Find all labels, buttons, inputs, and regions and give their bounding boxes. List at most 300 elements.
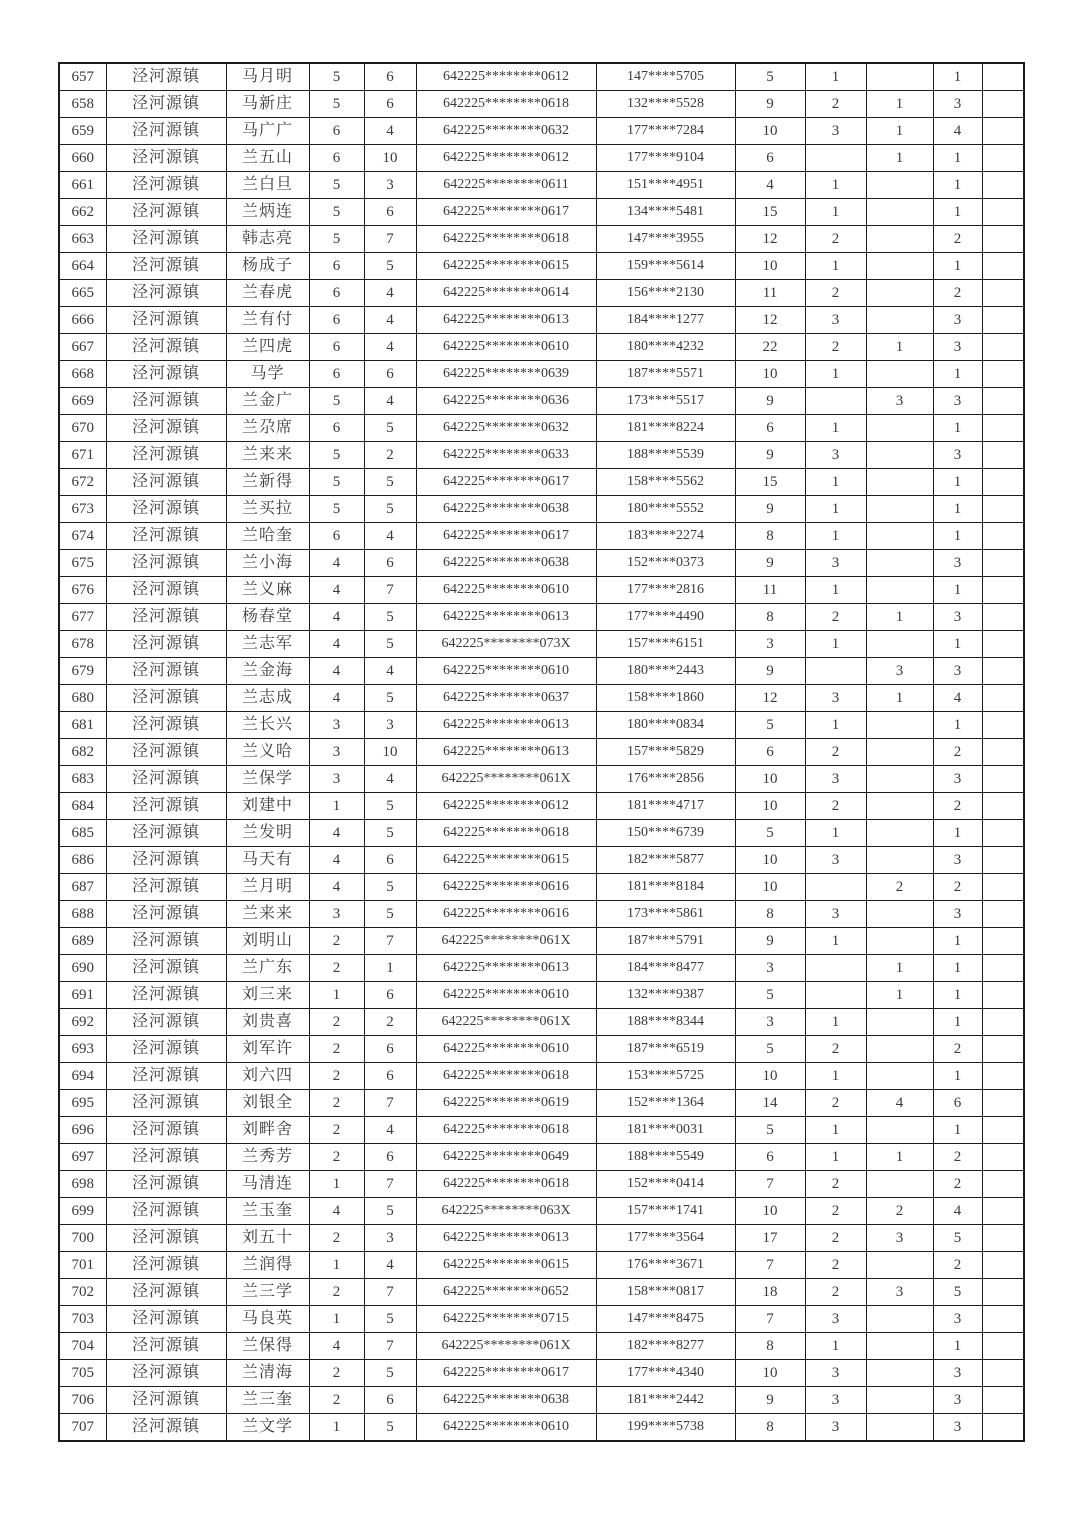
cell-count-total: 3 (933, 901, 982, 928)
cell-count-total: 3 (933, 766, 982, 793)
cell-count-1: 3 (735, 631, 805, 658)
table-row (59, 631, 1024, 658)
cell-num-a: 4 (309, 685, 364, 712)
cell-num-a: 5 (309, 442, 364, 469)
cell-count-3: 1 (866, 955, 933, 982)
cell-name: 刘建中 (226, 793, 309, 820)
cell-town: 泾河源镇 (106, 361, 226, 388)
table-row (59, 388, 1024, 415)
cell-count-3 (866, 1333, 933, 1360)
cell-phone-masked: 157****5829 (596, 739, 735, 766)
cell-count-3: 1 (866, 1144, 933, 1171)
cell-count-2: 2 (805, 1198, 866, 1225)
cell-num-a: 3 (309, 712, 364, 739)
cell-num-b: 5 (364, 1306, 416, 1333)
cell-phone-masked: 176****3671 (596, 1252, 735, 1279)
cell-name: 兰买拉 (226, 496, 309, 523)
cell-blank (982, 1360, 1024, 1387)
cell-count-3 (866, 523, 933, 550)
cell-count-total: 2 (933, 226, 982, 253)
cell-blank (982, 1117, 1024, 1144)
cell-id-masked: 642225********0610 (416, 658, 596, 685)
cell-count-3: 2 (866, 874, 933, 901)
cell-num-a: 6 (309, 415, 364, 442)
cell-count-2: 2 (805, 334, 866, 361)
cell-name: 兰来来 (226, 442, 309, 469)
cell-count-3 (866, 550, 933, 577)
cell-index: 676 (59, 577, 106, 604)
cell-id-masked: 642225********0619 (416, 1090, 596, 1117)
cell-phone-masked: 156****2130 (596, 280, 735, 307)
cell-count-3: 3 (866, 1225, 933, 1252)
cell-index: 680 (59, 685, 106, 712)
cell-num-b: 5 (364, 874, 416, 901)
cell-count-total: 1 (933, 496, 982, 523)
cell-count-3 (866, 1414, 933, 1442)
cell-num-b: 4 (364, 1252, 416, 1279)
cell-count-1: 9 (735, 658, 805, 685)
cell-phone-masked: 188****5539 (596, 442, 735, 469)
cell-count-1: 9 (735, 388, 805, 415)
cell-town: 泾河源镇 (106, 820, 226, 847)
cell-count-3: 3 (866, 658, 933, 685)
cell-count-2: 1 (805, 172, 866, 199)
cell-count-total: 1 (933, 1117, 982, 1144)
cell-count-1: 5 (735, 820, 805, 847)
cell-count-total: 3 (933, 1360, 982, 1387)
table-row (59, 199, 1024, 226)
cell-phone-masked: 176****2856 (596, 766, 735, 793)
cell-count-total: 1 (933, 253, 982, 280)
cell-count-total: 3 (933, 307, 982, 334)
table-row (59, 1144, 1024, 1171)
cell-count-2: 3 (805, 307, 866, 334)
cell-index: 692 (59, 1009, 106, 1036)
cell-town: 泾河源镇 (106, 63, 226, 91)
cell-town: 泾河源镇 (106, 685, 226, 712)
cell-id-masked: 642225********0610 (416, 334, 596, 361)
cell-name: 兰志成 (226, 685, 309, 712)
cell-id-masked: 642225********0618 (416, 1171, 596, 1198)
cell-town: 泾河源镇 (106, 91, 226, 118)
cell-id-masked: 642225********0610 (416, 1414, 596, 1442)
cell-num-b: 6 (364, 550, 416, 577)
cell-count-total: 2 (933, 1036, 982, 1063)
cell-name: 兰四虎 (226, 334, 309, 361)
cell-name: 兰志军 (226, 631, 309, 658)
cell-id-masked: 642225********0612 (416, 145, 596, 172)
cell-count-3 (866, 496, 933, 523)
cell-blank (982, 1090, 1024, 1117)
cell-count-3 (866, 928, 933, 955)
table-row (59, 63, 1024, 91)
cell-name: 马新庄 (226, 91, 309, 118)
cell-count-2: 1 (805, 496, 866, 523)
cell-num-b: 1 (364, 955, 416, 982)
cell-count-1: 6 (735, 145, 805, 172)
cell-name: 兰月明 (226, 874, 309, 901)
cell-count-1: 8 (735, 1414, 805, 1442)
table-row (59, 1117, 1024, 1144)
table-row (59, 1225, 1024, 1252)
cell-count-total: 3 (933, 658, 982, 685)
cell-town: 泾河源镇 (106, 1333, 226, 1360)
cell-town: 泾河源镇 (106, 226, 226, 253)
cell-count-1: 18 (735, 1279, 805, 1306)
cell-count-total: 1 (933, 712, 982, 739)
cell-name: 杨春堂 (226, 604, 309, 631)
cell-blank (982, 1144, 1024, 1171)
cell-count-3: 2 (866, 1198, 933, 1225)
cell-num-b: 5 (364, 496, 416, 523)
cell-town: 泾河源镇 (106, 928, 226, 955)
cell-blank (982, 442, 1024, 469)
cell-town: 泾河源镇 (106, 415, 226, 442)
cell-num-a: 5 (309, 172, 364, 199)
cell-town: 泾河源镇 (106, 469, 226, 496)
cell-index: 660 (59, 145, 106, 172)
cell-town: 泾河源镇 (106, 793, 226, 820)
table-row (59, 982, 1024, 1009)
cell-count-2: 3 (805, 1387, 866, 1414)
cell-id-masked: 642225********0632 (416, 118, 596, 145)
cell-count-total: 4 (933, 1198, 982, 1225)
cell-index: 688 (59, 901, 106, 928)
cell-blank (982, 496, 1024, 523)
cell-count-total: 1 (933, 631, 982, 658)
cell-blank (982, 793, 1024, 820)
cell-index: 705 (59, 1360, 106, 1387)
cell-blank (982, 361, 1024, 388)
cell-name: 兰广东 (226, 955, 309, 982)
cell-name: 兰炳连 (226, 199, 309, 226)
cell-count-3 (866, 712, 933, 739)
cell-blank (982, 820, 1024, 847)
cell-phone-masked: 187****6519 (596, 1036, 735, 1063)
cell-blank (982, 874, 1024, 901)
cell-count-2: 1 (805, 631, 866, 658)
cell-town: 泾河源镇 (106, 1306, 226, 1333)
table-row (59, 847, 1024, 874)
cell-count-3 (866, 63, 933, 91)
cell-id-masked: 642225********061X (416, 766, 596, 793)
cell-index: 664 (59, 253, 106, 280)
cell-name: 兰新得 (226, 469, 309, 496)
cell-phone-masked: 180****4232 (596, 334, 735, 361)
cell-blank (982, 658, 1024, 685)
cell-index: 661 (59, 172, 106, 199)
cell-count-total: 3 (933, 334, 982, 361)
cell-num-a: 6 (309, 253, 364, 280)
table-row (59, 874, 1024, 901)
cell-index: 684 (59, 793, 106, 820)
cell-num-b: 6 (364, 63, 416, 91)
cell-count-2: 3 (805, 1306, 866, 1333)
cell-name: 兰小海 (226, 550, 309, 577)
cell-blank (982, 280, 1024, 307)
cell-phone-masked: 188****8344 (596, 1009, 735, 1036)
cell-town: 泾河源镇 (106, 1144, 226, 1171)
cell-count-3: 1 (866, 118, 933, 145)
cell-count-3 (866, 226, 933, 253)
cell-phone-masked: 158****1860 (596, 685, 735, 712)
cell-num-a: 6 (309, 361, 364, 388)
cell-num-a: 2 (309, 1090, 364, 1117)
cell-num-b: 4 (364, 388, 416, 415)
cell-id-masked: 642225********0611 (416, 172, 596, 199)
cell-name: 刘三来 (226, 982, 309, 1009)
cell-num-b: 5 (364, 1198, 416, 1225)
table-row (59, 1063, 1024, 1090)
cell-phone-masked: 152****0373 (596, 550, 735, 577)
cell-phone-masked: 181****4717 (596, 793, 735, 820)
cell-phone-masked: 180****5552 (596, 496, 735, 523)
cell-num-a: 2 (309, 1279, 364, 1306)
table-row (59, 766, 1024, 793)
cell-town: 泾河源镇 (106, 550, 226, 577)
cell-index: 683 (59, 766, 106, 793)
cell-count-3 (866, 1360, 933, 1387)
cell-count-total: 1 (933, 955, 982, 982)
cell-id-masked: 642225********0612 (416, 793, 596, 820)
cell-count-2: 2 (805, 1090, 866, 1117)
cell-phone-masked: 181****2442 (596, 1387, 735, 1414)
cell-count-total: 1 (933, 982, 982, 1009)
cell-count-3 (866, 766, 933, 793)
table-row (59, 1090, 1024, 1117)
cell-blank (982, 199, 1024, 226)
cell-count-3: 1 (866, 685, 933, 712)
cell-phone-masked: 180****0834 (596, 712, 735, 739)
cell-town: 泾河源镇 (106, 1387, 226, 1414)
cell-num-a: 5 (309, 63, 364, 91)
table-row (59, 307, 1024, 334)
cell-count-1: 9 (735, 442, 805, 469)
cell-town: 泾河源镇 (106, 874, 226, 901)
cell-blank (982, 631, 1024, 658)
cell-blank (982, 145, 1024, 172)
cell-phone-masked: 184****8477 (596, 955, 735, 982)
cell-blank (982, 307, 1024, 334)
cell-index: 693 (59, 1036, 106, 1063)
cell-num-b: 4 (364, 523, 416, 550)
table-row (59, 280, 1024, 307)
cell-town: 泾河源镇 (106, 739, 226, 766)
cell-blank (982, 91, 1024, 118)
cell-blank (982, 1306, 1024, 1333)
cell-id-masked: 642225********0649 (416, 1144, 596, 1171)
cell-index: 665 (59, 280, 106, 307)
cell-num-a: 4 (309, 604, 364, 631)
cell-count-1: 4 (735, 172, 805, 199)
cell-town: 泾河源镇 (106, 199, 226, 226)
cell-name: 兰玉奎 (226, 1198, 309, 1225)
table-row (59, 658, 1024, 685)
cell-name: 马学 (226, 361, 309, 388)
cell-count-total: 1 (933, 1009, 982, 1036)
resident-records-table (58, 62, 1025, 1442)
cell-phone-masked: 181****8224 (596, 415, 735, 442)
cell-num-a: 2 (309, 1009, 364, 1036)
cell-count-3 (866, 469, 933, 496)
cell-town: 泾河源镇 (106, 307, 226, 334)
cell-id-masked: 642225********0616 (416, 901, 596, 928)
cell-count-1: 9 (735, 928, 805, 955)
cell-count-total: 1 (933, 1333, 982, 1360)
cell-num-b: 6 (364, 1144, 416, 1171)
cell-id-masked: 642225********061X (416, 928, 596, 955)
cell-town: 泾河源镇 (106, 1225, 226, 1252)
cell-count-3 (866, 415, 933, 442)
cell-id-masked: 642225********0618 (416, 1117, 596, 1144)
cell-name: 兰白旦 (226, 172, 309, 199)
cell-count-total: 3 (933, 847, 982, 874)
cell-num-a: 6 (309, 280, 364, 307)
cell-town: 泾河源镇 (106, 712, 226, 739)
cell-num-a: 4 (309, 577, 364, 604)
cell-count-total: 1 (933, 199, 982, 226)
cell-blank (982, 1333, 1024, 1360)
cell-count-total: 6 (933, 1090, 982, 1117)
table-row (59, 820, 1024, 847)
cell-count-3 (866, 1171, 933, 1198)
cell-num-b: 3 (364, 172, 416, 199)
cell-count-2: 1 (805, 361, 866, 388)
cell-phone-masked: 158****5562 (596, 469, 735, 496)
cell-count-1: 8 (735, 604, 805, 631)
cell-count-1: 6 (735, 739, 805, 766)
table-row (59, 685, 1024, 712)
cell-count-3 (866, 820, 933, 847)
cell-phone-masked: 177****2816 (596, 577, 735, 604)
cell-num-a: 3 (309, 901, 364, 928)
cell-phone-masked: 187****5571 (596, 361, 735, 388)
cell-count-3: 1 (866, 604, 933, 631)
cell-name: 兰尕席 (226, 415, 309, 442)
cell-count-2: 3 (805, 1360, 866, 1387)
cell-count-total: 2 (933, 874, 982, 901)
cell-town: 泾河源镇 (106, 334, 226, 361)
cell-phone-masked: 153****5725 (596, 1063, 735, 1090)
table-row (59, 361, 1024, 388)
cell-count-1: 8 (735, 1333, 805, 1360)
cell-count-1: 5 (735, 712, 805, 739)
cell-id-masked: 642225********0652 (416, 1279, 596, 1306)
cell-num-a: 6 (309, 145, 364, 172)
cell-name: 兰三奎 (226, 1387, 309, 1414)
cell-name: 兰金海 (226, 658, 309, 685)
cell-id-masked: 642225********0617 (416, 469, 596, 496)
cell-id-masked: 642225********0613 (416, 712, 596, 739)
cell-town: 泾河源镇 (106, 1414, 226, 1442)
cell-count-1: 5 (735, 63, 805, 91)
cell-num-a: 1 (309, 1306, 364, 1333)
cell-phone-masked: 181****0031 (596, 1117, 735, 1144)
cell-count-total: 1 (933, 63, 982, 91)
table-row (59, 550, 1024, 577)
cell-town: 泾河源镇 (106, 145, 226, 172)
cell-index: 707 (59, 1414, 106, 1442)
cell-count-total: 1 (933, 145, 982, 172)
table-row (59, 1036, 1024, 1063)
cell-num-a: 6 (309, 118, 364, 145)
cell-blank (982, 1252, 1024, 1279)
cell-count-3 (866, 1387, 933, 1414)
cell-count-2: 1 (805, 928, 866, 955)
cell-id-masked: 642225********0617 (416, 199, 596, 226)
cell-count-total: 4 (933, 118, 982, 145)
cell-phone-masked: 177****7284 (596, 118, 735, 145)
cell-count-total: 3 (933, 1414, 982, 1442)
cell-name: 马清连 (226, 1171, 309, 1198)
cell-num-a: 2 (309, 1225, 364, 1252)
table-row (59, 523, 1024, 550)
cell-num-b: 5 (364, 469, 416, 496)
cell-count-2: 1 (805, 1144, 866, 1171)
cell-index: 662 (59, 199, 106, 226)
cell-num-a: 2 (309, 955, 364, 982)
cell-num-b: 5 (364, 820, 416, 847)
cell-town: 泾河源镇 (106, 118, 226, 145)
cell-count-total: 3 (933, 550, 982, 577)
cell-name: 马广广 (226, 118, 309, 145)
cell-count-2 (805, 874, 866, 901)
cell-town: 泾河源镇 (106, 847, 226, 874)
cell-num-a: 5 (309, 199, 364, 226)
cell-town: 泾河源镇 (106, 658, 226, 685)
cell-blank (982, 1009, 1024, 1036)
cell-num-a: 2 (309, 1144, 364, 1171)
cell-count-1: 6 (735, 1144, 805, 1171)
table-row (59, 1360, 1024, 1387)
cell-num-a: 5 (309, 496, 364, 523)
cell-num-b: 5 (364, 415, 416, 442)
cell-index: 687 (59, 874, 106, 901)
cell-town: 泾河源镇 (106, 1252, 226, 1279)
cell-phone-masked: 177****4490 (596, 604, 735, 631)
cell-id-masked: 642225********061X (416, 1333, 596, 1360)
cell-count-2: 1 (805, 1333, 866, 1360)
cell-count-2: 2 (805, 604, 866, 631)
cell-id-masked: 642225********0638 (416, 550, 596, 577)
cell-count-2: 3 (805, 766, 866, 793)
cell-num-a: 1 (309, 1171, 364, 1198)
cell-name: 杨成子 (226, 253, 309, 280)
cell-blank (982, 1414, 1024, 1442)
cell-index: 706 (59, 1387, 106, 1414)
cell-blank (982, 928, 1024, 955)
cell-num-b: 3 (364, 1225, 416, 1252)
cell-blank (982, 577, 1024, 604)
cell-count-2: 1 (805, 1063, 866, 1090)
cell-num-b: 7 (364, 1279, 416, 1306)
cell-phone-masked: 173****5861 (596, 901, 735, 928)
cell-count-2 (805, 388, 866, 415)
table-row (59, 928, 1024, 955)
cell-num-a: 5 (309, 469, 364, 496)
cell-count-2: 2 (805, 1225, 866, 1252)
cell-count-2: 1 (805, 415, 866, 442)
cell-count-2: 1 (805, 577, 866, 604)
cell-count-1: 10 (735, 118, 805, 145)
cell-num-b: 6 (364, 1036, 416, 1063)
cell-num-a: 1 (309, 1414, 364, 1442)
cell-index: 700 (59, 1225, 106, 1252)
cell-index: 694 (59, 1063, 106, 1090)
cell-name: 兰春虎 (226, 280, 309, 307)
cell-count-total: 2 (933, 1144, 982, 1171)
cell-count-3 (866, 253, 933, 280)
